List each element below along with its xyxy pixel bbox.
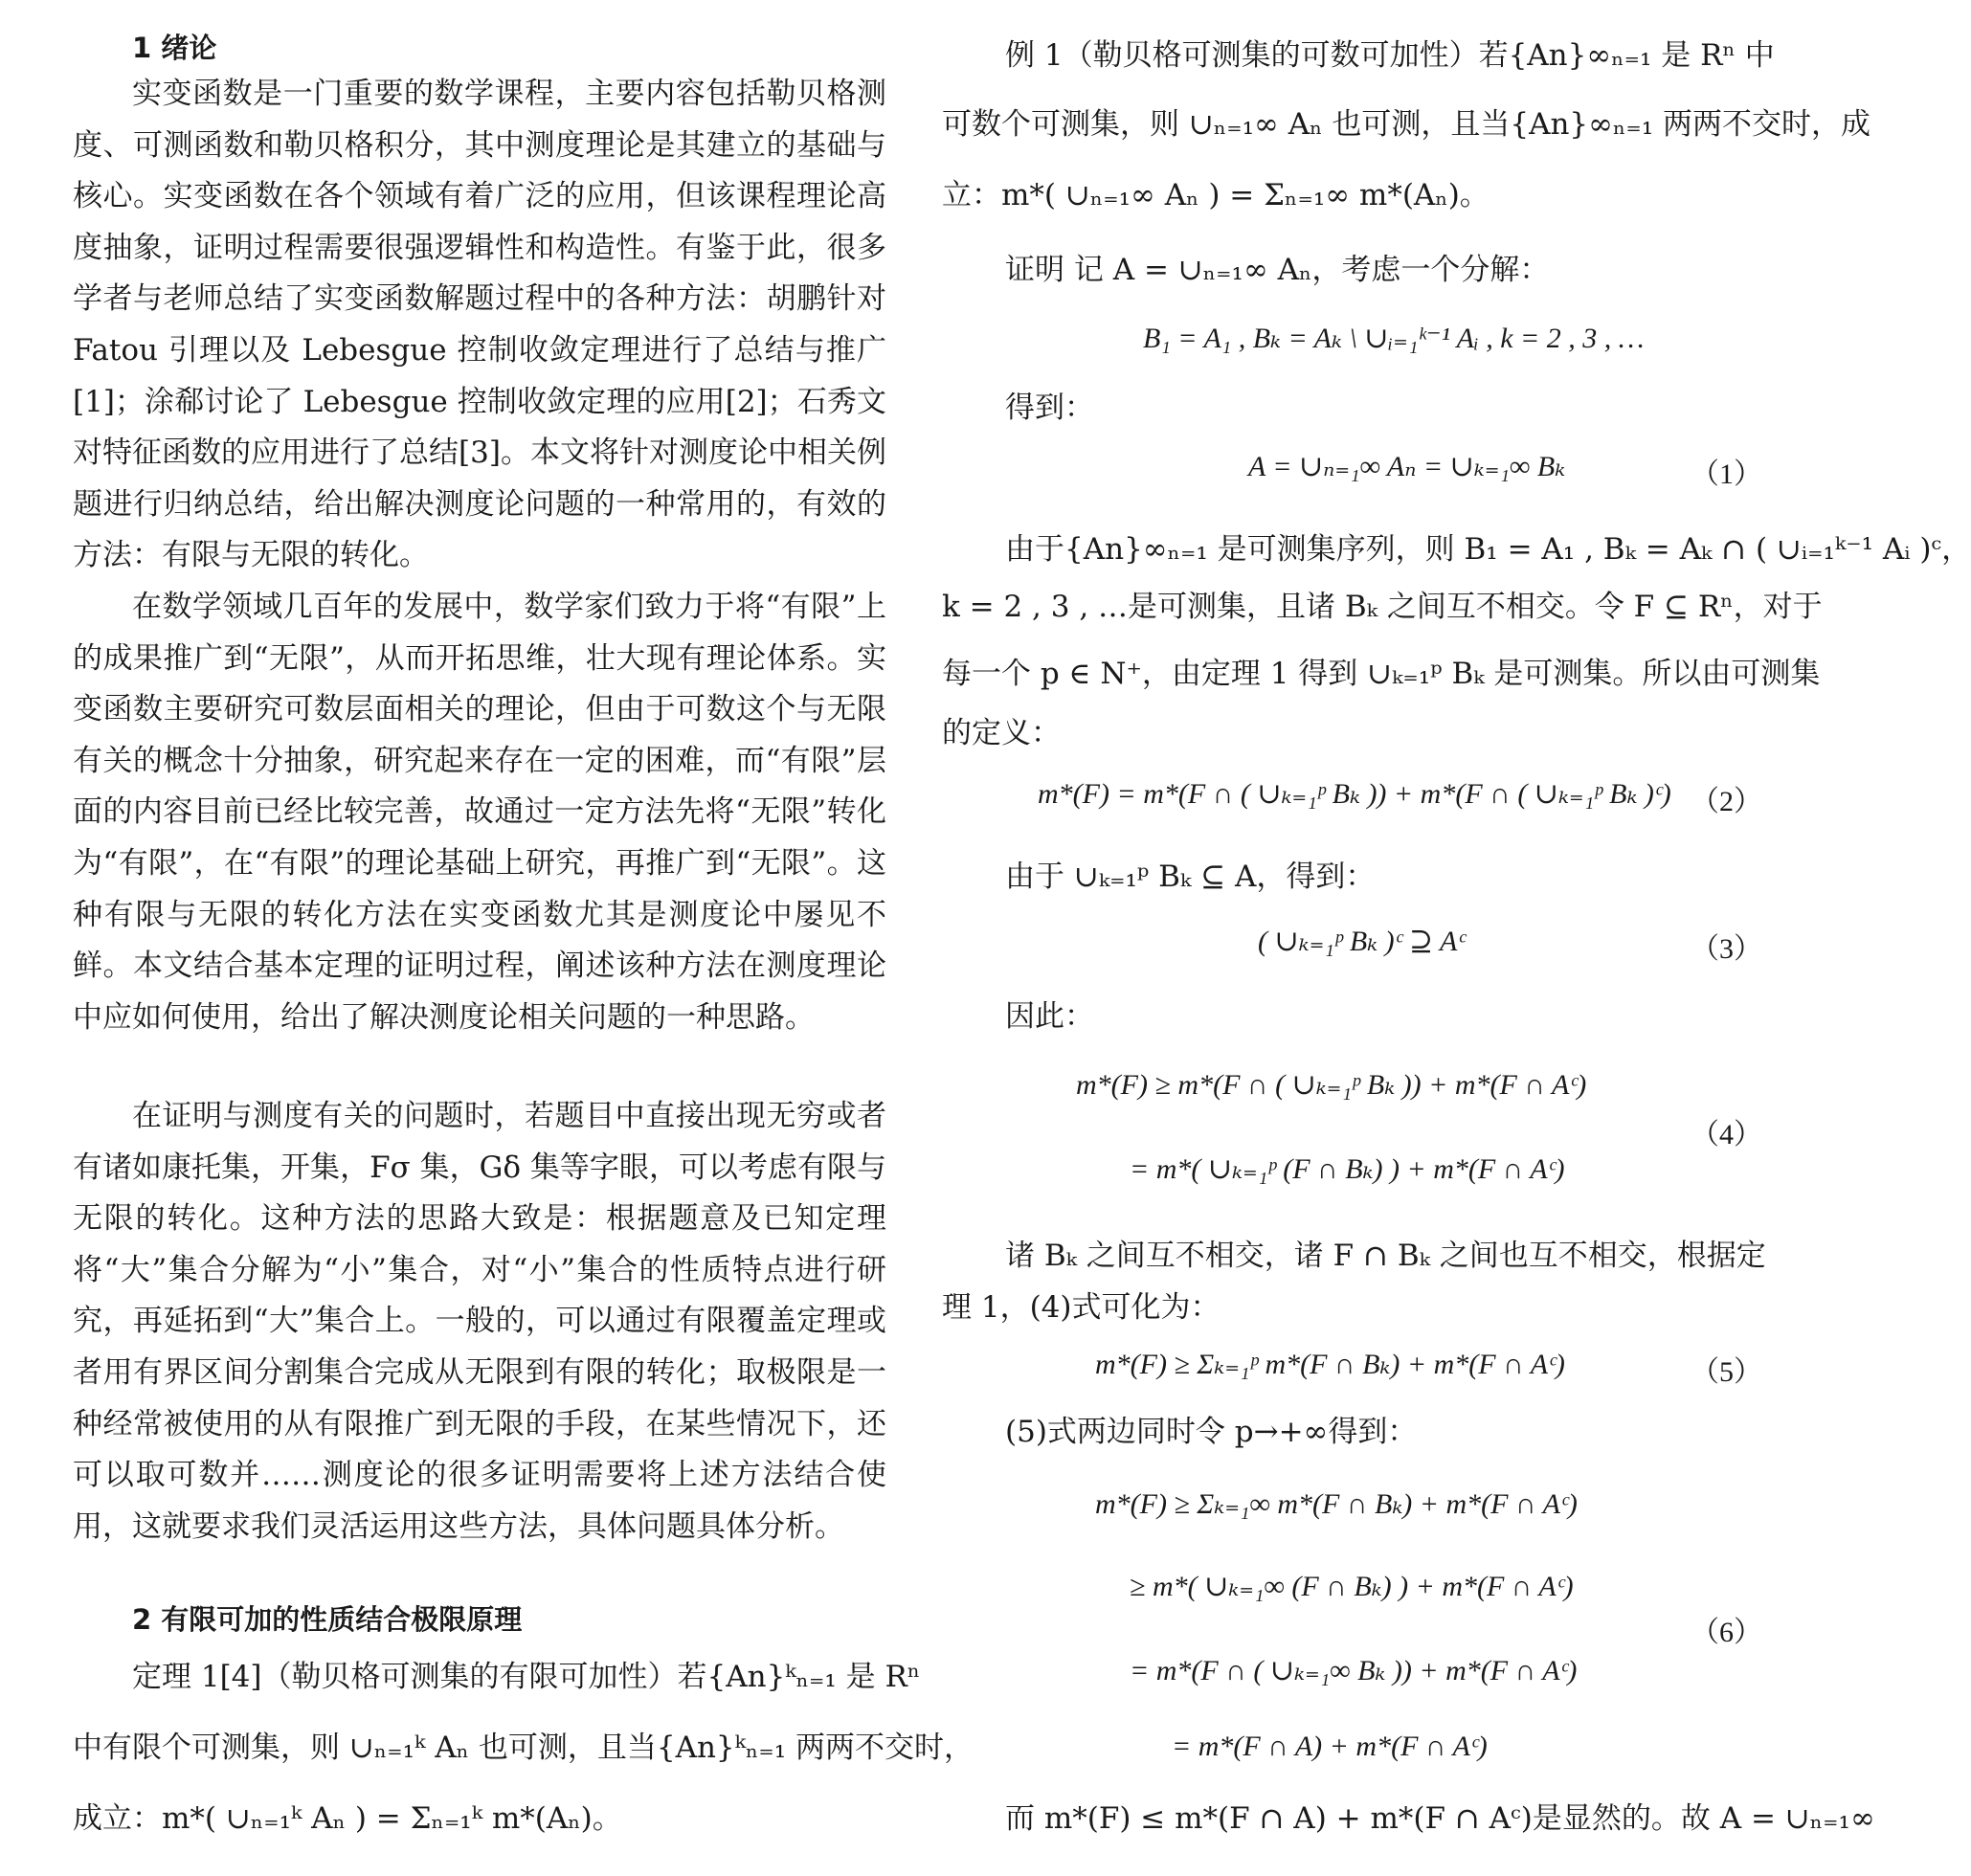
text-got-1: 得到：: [1005, 391, 1094, 425]
paragraph-2-line-1: 诸 Bₖ 之间互不相交，诸 F ∩ Bₖ 之间也互不相交，根据定: [1005, 1239, 1766, 1273]
equation-3: ( ∪ₖ₌₁ᵖ Bₖ )ᶜ ⊇ Aᶜ: [1258, 926, 1466, 957]
equation-6-line-2: ≥ m*( ∪ₖ₌₁∞ (F ∩ Bₖ) ) + m*(F ∩ Aᶜ): [1130, 1571, 1574, 1602]
equation-6-number: （6）: [1691, 1617, 1762, 1648]
equation-4-line-1: m*(F) ≥ m*(F ∩ ( ∪ₖ₌₁ᵖ Bₖ )) + m*(F ∩ Aᶜ): [1076, 1069, 1587, 1101]
intro-paragraph-3: 在证明与测度有关的问题时，若题目中直接出现无穷或者有诸如康托集，开集，Fσ 集，Gδ 集等字眼，可以考虑有限与无限的转化。这种方法的思路大致是：根据题意及已知定理将“大”集合分解为“小”集合，对“小”集合的性质特点进行研究，再延拓到“大”集合上。一般的，可以通过有限覆盖定理或者用有界区间分割集合完成从无限到有限的转化；取极限是一种经常被使用的从有限推广到无限的手段，在某些情况下，还可以取可数并……测度论的很多证明需要将上述方法结合使用，这就要求我们灵活运用这些方法，具体问题具体分析。: [73, 1099, 886, 1544]
equation-6-line-3: = m*(F ∩ ( ∪ₖ₌₁∞ Bₖ )) + m*(F ∩ Aᶜ): [1130, 1655, 1578, 1686]
equation-2-number: （2）: [1691, 786, 1762, 817]
equation-3-number: （3）: [1691, 933, 1762, 965]
equation-1: A = ∪ₙ₌₁∞ Aₙ = ∪ₖ₌₁∞ Bₖ: [1248, 451, 1566, 482]
theorem-line-3: 成立：m*( ∪ₙ₌₁ᵏ Aₙ ) = Σₙ₌₁ᵏ m*(Aₙ)。: [73, 1801, 622, 1836]
intro-paragraph-2: 在数学领域几百年的发展中，数学家们致力于将“有限”上的成果推广到“无限”，从而开拓思维，壮大现有理论体系。实变函数主要研究可数层面相关的理论，但由于可数这个与无限有关的概念十分抽象，研究起来存在一定的困难，而“有限”层面的内容目前已经比较完善，故通过一定方法先将“无限”转化为“有限”，在“有限”的理论基础上研究，再推广到“无限”。这种有限与无限的转化方法在实变函数尤其是测度论中屡见不鲜。本文结合基本定理的证明过程，阐述该种方法在测度理论中应如何使用，给出了解决测度论相关问题的一种思路。: [73, 590, 886, 1035]
closing-line: 而 m*(F) ≤ m*(F ∩ A) + m*(F ∩ Aᶜ)是显然的。故 A = ∪ₙ₌₁∞: [1005, 1801, 1875, 1836]
equation-4-number: （4）: [1691, 1119, 1762, 1150]
example-line-1: 例 1（勒贝格可测集的可数可加性）若{An}∞ₙ₌₁ 是 Rⁿ 中: [1005, 38, 1775, 73]
equation-1-number: （1）: [1691, 458, 1762, 490]
limit-line: (5)式两边同时令 p→+∞得到：: [1005, 1415, 1418, 1449]
equation-2: m*(F) = m*(F ∩ ( ∪ₖ₌₁ᵖ Bₖ )) + m*(F ∩ ( ∪ₖ₌₁ᵖ Bₖ )ᶜ): [1038, 778, 1671, 810]
paragraph-1-line-2: k = 2 , 3 , …是可测集，且诸 Bₖ 之间互不相交。令 F ⊆ Rⁿ，对于: [942, 590, 1823, 624]
equation-5: m*(F) ≥ Σₖ₌₁ᵖ m*(F ∩ Bₖ) + m*(F ∩ Aᶜ): [1095, 1349, 1565, 1380]
section-heading-1: 1 绪论: [132, 32, 217, 64]
since-line: 由于 ∪ₖ₌₁ᵖ Bₖ ⊆ A，得到：: [1005, 860, 1376, 894]
equation-6-line-4: = m*(F ∩ A) + m*(F ∩ Aᶜ): [1172, 1731, 1488, 1762]
equation-decomposition: B₁ = A₁ , Bₖ = Aₖ \ ∪ᵢ₌₁ᵏ⁻¹ Aᵢ , k = 2 , 3 , …: [1143, 323, 1645, 354]
example-line-2: 可数个可测集，则 ∪ₙ₌₁∞ Aₙ 也可测，且当{An}∞ₙ₌₁ 两两不交时，成: [942, 107, 1871, 142]
paragraph-2-line-2: 理 1，(4)式可化为：: [942, 1290, 1221, 1325]
proof-intro: 证明 记 A = ∪ₙ₌₁∞ Aₙ，考虑一个分解：: [1005, 253, 1550, 287]
paragraph-1-line-3: 每一个 p ∈ N⁺，由定理 1 得到 ∪ₖ₌₁ᵖ Bₖ 是可测集。所以由可测集: [942, 657, 1821, 691]
section-heading-2: 2 有限可加的性质结合极限原理: [132, 1603, 523, 1636]
example-line-3: 立：m*( ∪ₙ₌₁∞ Aₙ ) = Σₙ₌₁∞ m*(Aₙ)。: [942, 178, 1489, 212]
theorem-line-2: 中有限个可测集，则 ∪ₙ₌₁ᵏ Aₙ 也可测，且当{An}ᵏₙ₌₁ 两两不交时，: [73, 1731, 974, 1765]
paragraph-1-line-4: 的定义：: [942, 716, 1061, 750]
text-therefore: 因此：: [1005, 999, 1094, 1034]
intro-paragraph-1: 实变函数是一门重要的数学课程，主要内容包括勒贝格测度、可测函数和勒贝格积分，其中测度理论是其建立的基础与核心。实变函数在各个领域有着广泛的应用，但该课程理论高度抽象，证明过程需要很强逻辑性和构造性。有鉴于此，很多学者与老师总结了实变函数解题过程中的各种方法：胡鹏针对 Fatou 引理以及 Lebesgue 控制收敛定理进行了总结与推广[1]；涂郗讨论了 Lebesgue 控制收敛定理的应用[2]；石秀文对特征函数的应用进行了总结[3]。本文将针对测度论中相关例题进行归纳总结，给出解决测度论问题的一种常用的，有效的方法：有限与无限的转化。: [73, 77, 886, 573]
paragraph-1-line-1: 由于{An}∞ₙ₌₁ 是可测集序列，则 B₁ = A₁ , Bₖ = Aₖ ∩ ( ∪ᵢ₌₁ᵏ⁻¹ Aᵢ )ᶜ，: [1005, 532, 1971, 567]
equation-5-number: （5）: [1691, 1356, 1762, 1388]
equation-6-line-1: m*(F) ≥ Σₖ₌₁∞ m*(F ∩ Bₖ) + m*(F ∩ Aᶜ): [1095, 1488, 1578, 1520]
theorem-line-1: 定理 1[4]（勒贝格可测集的有限可加性）若{An}ᵏₙ₌₁ 是 Rⁿ: [132, 1660, 921, 1694]
equation-4-line-2: = m*( ∪ₖ₌₁ᵖ (F ∩ Bₖ) ) + m*(F ∩ Aᶜ): [1130, 1153, 1565, 1185]
